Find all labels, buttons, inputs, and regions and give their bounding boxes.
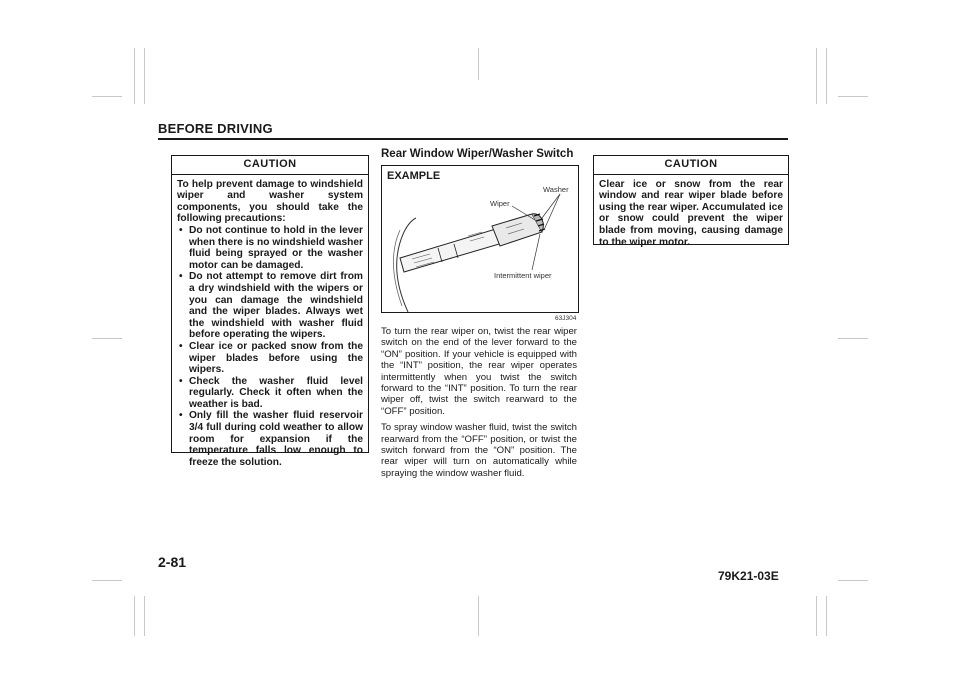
section-title: Rear Window Wiper/Washer Switch — [381, 148, 574, 160]
crop-mark — [92, 580, 122, 581]
page-number: 2-81 — [158, 554, 187, 570]
crop-mark — [826, 48, 827, 104]
caution-intro: To help prevent damage to windshield wiper and washer system components, you should take the following precautions: — [177, 178, 363, 225]
figure-example-label: EXAMPLE — [387, 170, 441, 182]
document-code: 79K21-03E — [718, 569, 779, 583]
running-header: BEFORE DRIVING — [158, 121, 273, 136]
wiper-switch-figure — [381, 165, 579, 313]
crop-mark — [826, 596, 827, 636]
caution-item: • Only fill the washer fluid reservoir 3/4 full during cold weather to allow room for expansion if the temperature falls low enough to freeze the solution. — [177, 410, 363, 468]
caution-box-left — [171, 155, 369, 468]
figure-code: 63J304 — [555, 315, 577, 322]
caution-heading: CAUTION — [594, 156, 788, 175]
header-rule — [158, 138, 788, 140]
caution-list — [177, 225, 363, 468]
caution-item: • Do not attempt to remove dirt from a dry windshield with the wipers or you can damage the windshield and the wiper blades. Always wet the windshield with washer fluid before operating the wipers. — [177, 271, 363, 341]
body-paragraph: To turn the rear wiper on, twist the rear wiper switch on the end of the lever forward to the “ON” position. If your vehicle is equipped with the “INT” position, the rear wiper operates intermittently when you twist the switch forward to the “INT” position. To turn the rear wiper off, twist the switch rearward to the “OFF” position. — [381, 326, 577, 417]
wiper-lever-illustration — [382, 166, 578, 312]
section-body — [381, 326, 577, 484]
caution-heading: CAUTION — [172, 156, 368, 175]
crop-mark — [478, 48, 479, 80]
caution-item: • Check the washer fluid level regularly. Check it often when the weather is bad. — [177, 376, 363, 411]
body-paragraph: To spray window washer fluid, twist the switch rearward from the “OFF” position, or twist the switch forward from the “ON” position. The rear wiper will turn on automatically while spraying the window washer fluid. — [381, 422, 577, 479]
crop-mark — [478, 596, 479, 636]
caution-text: Clear ice or snow from the rear window and rear wiper blade before using the rear wiper. Accumulated ice or snow could prevent the wiper blade from moving, causing damage to the wiper motor. — [599, 178, 783, 248]
crop-mark — [838, 580, 868, 581]
crop-mark — [134, 48, 135, 104]
crop-mark — [92, 338, 122, 339]
caution-body — [594, 175, 788, 254]
crop-mark — [816, 48, 817, 104]
figure-label-intermittent: Intermittent wiper — [494, 271, 552, 280]
crop-mark — [838, 96, 868, 97]
caution-item: • Clear ice or packed snow from the wiper blades before using the wipers. — [177, 341, 363, 376]
figure-label-wiper: Wiper — [490, 199, 510, 208]
caution-box-right — [593, 155, 789, 248]
crop-mark — [144, 596, 145, 636]
crop-mark — [838, 338, 868, 339]
crop-mark — [134, 596, 135, 636]
figure-label-washer: Washer — [543, 185, 569, 194]
caution-item: • Do not continue to hold in the lever when there is no windshield washer fluid being sprayed or the washer motor can be damaged. — [177, 225, 363, 271]
caution-body — [172, 175, 368, 474]
crop-mark — [144, 48, 145, 104]
crop-mark — [92, 96, 122, 97]
crop-mark — [816, 596, 817, 636]
